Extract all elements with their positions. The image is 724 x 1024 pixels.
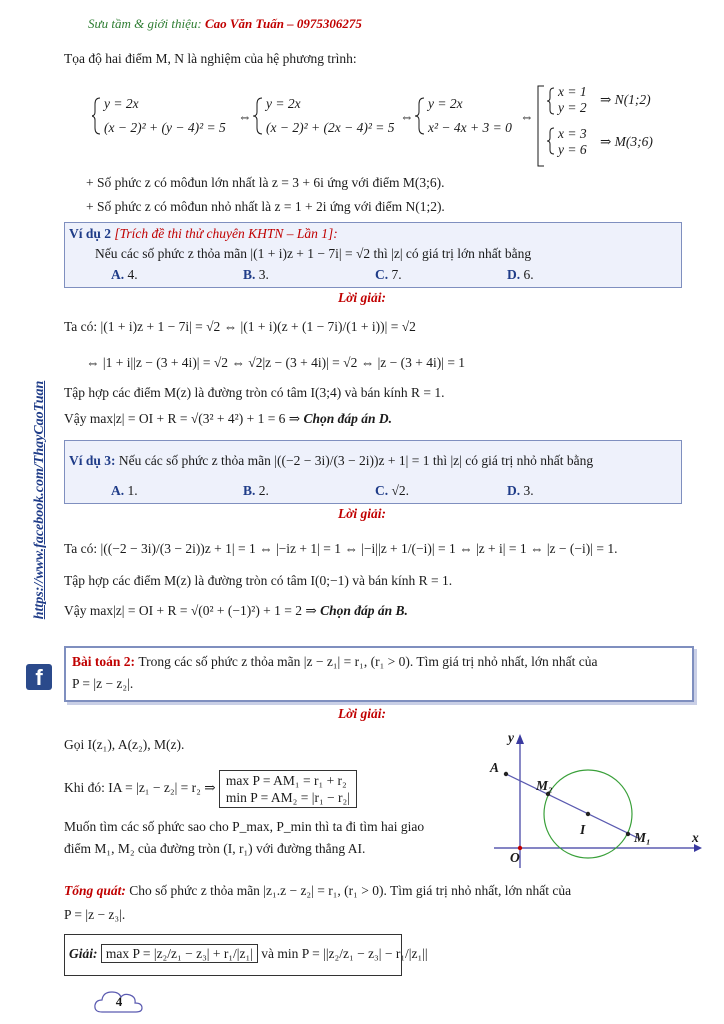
- circle-figure: [488, 730, 702, 870]
- option-a[interactable]: A. 4.: [111, 267, 138, 282]
- iff-symbol: ⇔: [520, 109, 534, 124]
- example-2-question: Nếu các số phức z thỏa mãn |(1 + i)z + 1 − 7i| = √2 thì |z| có giá trị lớn nhất bằng: [95, 246, 532, 261]
- problem-2-box: [64, 646, 694, 702]
- min-formula: min P = AM₂ = |r₁ − r₂|: [225, 790, 350, 805]
- eq3-line2: x² − 4x + 3 = 0: [428, 120, 512, 135]
- label-m1: M₁: [634, 830, 651, 845]
- root1-result: ⇒ N(1;2): [600, 92, 651, 107]
- option-b[interactable]: B. 2.: [243, 483, 269, 498]
- figure-svg: [488, 730, 702, 870]
- option-c[interactable]: C. √2.: [375, 483, 410, 498]
- solution-title: Lời giải:: [337, 706, 387, 721]
- sol2-answer: Chọn đáp án D.: [303, 411, 393, 426]
- y-axis-arrow: [516, 734, 524, 744]
- option-c[interactable]: C. 7.: [375, 267, 402, 282]
- eq1-line1: y = 2x: [104, 96, 139, 111]
- label-x: x: [692, 830, 699, 845]
- header-author: Cao Văn Tuấn – 0975306275: [204, 16, 362, 31]
- max-formula: max P = AM₁ = r₁ + r₂: [225, 773, 347, 788]
- sol3-line2: Tập hợp các điểm M(z) là đường tròn có tâm I(0;−1) và bán kính R = 1.: [64, 573, 453, 588]
- option-d[interactable]: D. 6.: [507, 267, 534, 282]
- general-line1: Tổng quát: Cho số phức z thỏa mãn |z₁.z − z₂| = r₁, (r₁ > 0). Tìm giá trị nhỏ nhất, lớn nhất của: [64, 883, 572, 898]
- problem-2-line1: Bài toán 2: Trong các số phức z thỏa mãn |z − z₁| = r₁, (r₁ > 0). Tìm giá trị nhỏ nhất, lớn nhất của: [72, 654, 598, 669]
- label-y: y: [508, 730, 514, 745]
- option-b[interactable]: B. 3.: [243, 267, 269, 282]
- page-header: [88, 16, 362, 32]
- root1-x: x = 1: [558, 84, 587, 99]
- general-solution: Giải: max P = |z₂/z₁ − z₃| + r₁/|z₁| và min P = ||z₂/z₁ − z₃| − r₁/|z₁||: [69, 946, 428, 961]
- general-solution-box: [64, 934, 428, 976]
- eq2-line2: (x − 2)² + (2x − 4)² = 5: [266, 120, 395, 135]
- general-min: min P = ||z₂/z₁ − z₃| − r₁/|z₁||: [277, 946, 428, 961]
- general-label: Tổng quát:: [64, 883, 130, 898]
- problem-2-line2: P = |z − z₂|.: [72, 676, 134, 691]
- example-2-source: [Trích đề thi thử chuyên KHTN – Lần 1]:: [114, 226, 338, 241]
- label-a: A: [490, 760, 500, 775]
- sol-p2-line3: Muốn tìm các số phức sao cho P_max, P_min thì ta đi tìm hai giao: [64, 819, 425, 834]
- sol2-line1: Ta có: |(1 + i)z + 1 − 7i| = √2 ⇔ |(1 + i)(z + (1 − 7i)/(1 + i))| = √2: [64, 319, 416, 334]
- general-max: max P = |z₂/z₁ − z₃| + r₁/|z₁|: [101, 944, 258, 963]
- point-m1: [626, 832, 630, 836]
- line-ai: [506, 774, 638, 838]
- label-i: I: [580, 822, 586, 837]
- example-3-label: Ví dụ 3:: [69, 453, 119, 468]
- max-min-box: [219, 770, 357, 808]
- example-2-options: [111, 267, 631, 285]
- sol-p2-line2: Khi đó: IA = |z₁ − z₂| = r₂ ⇒ max P = AM₁ = r₁ + r₂ min P = AM₂ = |r₁ − r₂|: [64, 770, 357, 808]
- example-3-heading: [69, 453, 593, 469]
- facebook-icon[interactable]: f: [26, 664, 52, 690]
- iff-symbol: ⇔: [400, 109, 414, 124]
- general-solution-label: Giải:: [69, 946, 101, 961]
- root2-x: x = 3: [558, 126, 587, 141]
- example-3-question: Nếu các số phức z thỏa mãn |((−2 − 3i)/(3 − 2i))z + 1| = 1 thì |z| có giá trị nhỏ nhất bằng: [118, 453, 594, 468]
- option-d[interactable]: D. 3.: [507, 483, 534, 498]
- header-prefix: Sưu tầm & giới thiệu:: [88, 16, 205, 31]
- root2-y: y = 6: [558, 142, 587, 157]
- point-i: [586, 812, 590, 816]
- sol2-line2: ⇔ |1 + i||z − (3 + 4i)| = √2 ⇔ √2|z − (3 + 4i)| = √2 ⇔ |z − (3 + 4i)| = 1: [86, 355, 466, 370]
- facebook-link-sidebar[interactable]: [30, 340, 50, 660]
- sol2-line3: Tập hợp các điểm M(z) là đường tròn có tâm I(3;4) và bán kính R = 1.: [64, 385, 445, 400]
- eq3-line1: y = 2x: [428, 96, 463, 111]
- bullet-max: + Số phức z có môđun lớn nhất là z = 3 + 6i ứng với điểm M(3;6).: [86, 175, 445, 190]
- iff-symbol: ⇔: [238, 109, 252, 124]
- example-3-box: [64, 440, 682, 504]
- option-a[interactable]: A. 1.: [111, 483, 138, 498]
- label-o: O: [510, 850, 520, 865]
- root1-y: y = 2: [558, 100, 587, 115]
- eq1-line2: (x − 2)² + (y − 4)² = 5: [104, 120, 226, 135]
- example-3-options: [111, 483, 631, 501]
- solution-title: Lời giải:: [337, 290, 387, 305]
- general-line2: P = |z − z₃|.: [64, 907, 126, 922]
- sol3-answer: Chọn đáp án B.: [320, 603, 408, 618]
- page-number: 4: [115, 994, 123, 1009]
- page-number-cloud: [92, 988, 146, 1016]
- sol-p2-line1: Gọi I(z₁), A(z₂), M(z).: [64, 737, 185, 752]
- equation-system: [92, 84, 692, 168]
- example-2-label: Ví dụ 2: [69, 226, 115, 241]
- bullet-min: + Số phức z có môđun nhỏ nhất là z = 1 + 2i ứng với điểm N(1;2).: [86, 199, 445, 214]
- intro-text: Tọa độ hai điểm M, N là nghiệm của hệ phương trình:: [64, 51, 357, 66]
- sol2-line4: Vậy max|z| = OI + R = √(3² + 4²) + 1 = 6 ⇒ Chọn đáp án D.: [64, 411, 393, 426]
- sol3-line1: Ta có: |((−2 − 3i)/(3 − 2i))z + 1| = 1 ⇔ |−iz + 1| = 1 ⇔ |−i||z + 1/(−i)| = 1 ⇔ |z + i| = 1 ⇔ |z − (−i)| = 1.: [64, 541, 618, 556]
- example-2-box: [64, 222, 682, 288]
- root2-result: ⇒ M(3;6): [600, 134, 653, 149]
- solution-title: Lời giải:: [337, 506, 387, 521]
- point-a: [504, 772, 508, 776]
- label-m2: M₂: [536, 778, 553, 793]
- facebook-url[interactable]: https://www.facebook.com/ThayCaoTuan: [32, 380, 47, 620]
- sol-p2-line4: điểm M₁, M₂ của đường tròn (I, r₁) với đường thẳng AI.: [64, 841, 366, 856]
- eq2-line1: y = 2x: [266, 96, 301, 111]
- problem-2-label: Bài toán 2:: [72, 654, 139, 669]
- example-2-heading: [69, 226, 338, 242]
- sol3-line3: Vậy max|z| = OI + R = √(0² + (−1)²) + 1 = 2 ⇒ Chọn đáp án B.: [64, 603, 408, 618]
